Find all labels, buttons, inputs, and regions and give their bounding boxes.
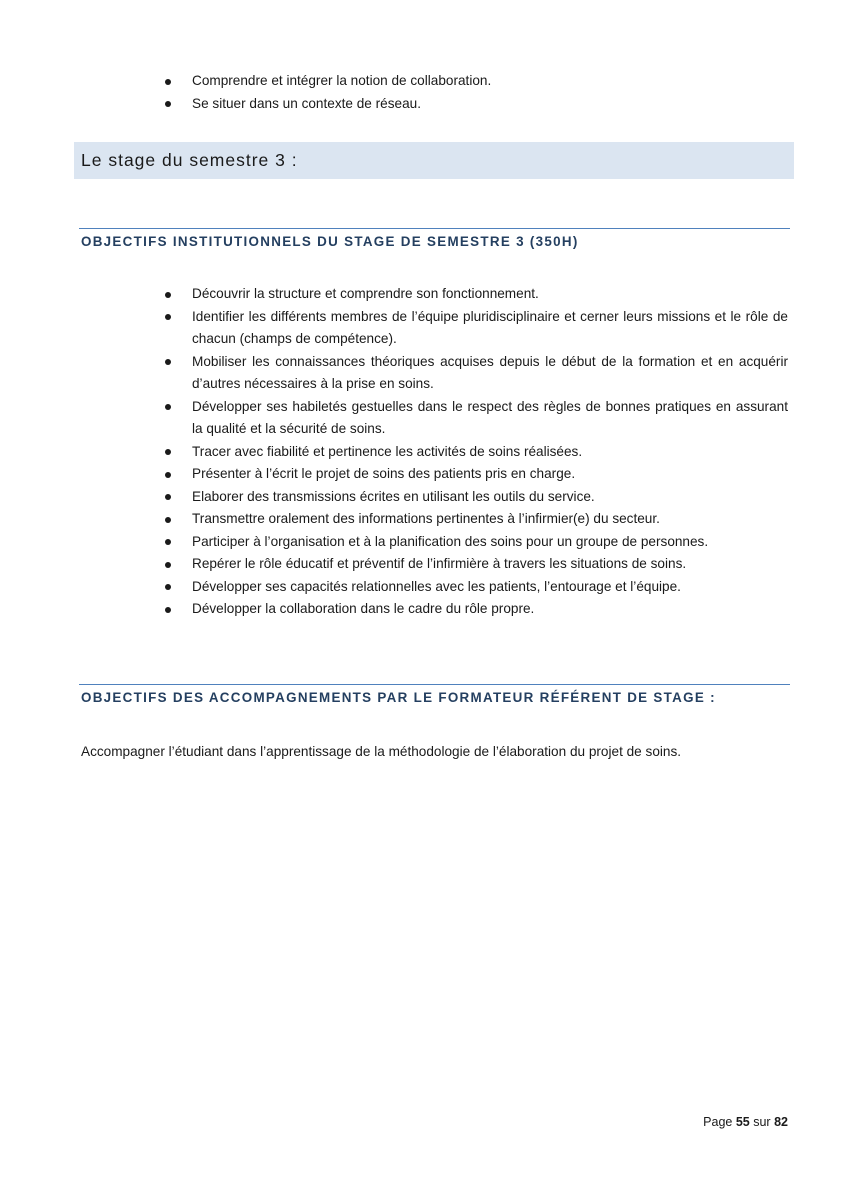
list-item-text: Développer la collaboration dans le cadre du rôle propre. xyxy=(192,601,535,616)
list-item-text: Mobiliser les connaissances théoriques acquises depuis le début de la formation et en acquérir d’autres nécessaires à la prise en soins. xyxy=(192,353,788,391)
list-item-text: Elaborer des transmissions écrites en utilisant les outils du service. xyxy=(192,488,595,504)
list-item xyxy=(192,93,788,116)
list-item xyxy=(192,283,788,306)
bullet-icon xyxy=(165,449,171,455)
heading-rule xyxy=(79,228,790,229)
footer-prefix: Page xyxy=(703,1115,733,1129)
list-item-text: Se situer dans un contexte de réseau. xyxy=(192,95,421,111)
section-heading-institutional: OBJECTIFS INSTITUTIONNELS DU STAGE DE SEMESTRE 3 (350H) xyxy=(81,234,579,249)
list-item xyxy=(192,531,788,554)
objectives-bullet-list xyxy=(192,283,788,621)
list-item-text: Comprendre et intégrer la notion de collaboration. xyxy=(192,73,492,88)
list-item xyxy=(192,598,788,621)
list-item-text: Transmettre oralement des informations pertinentes à l’infirmier(e) du secteur. xyxy=(192,511,660,526)
accompaniment-paragraph: Accompagner l’étudiant dans l’apprentissage de la méthodologie de l’élaboration du projet de soins. xyxy=(81,744,682,759)
intro-bullet-list xyxy=(192,70,788,115)
list-item-text: Repérer le rôle éducatif et préventif de l’infirmière à travers les situations de soins. xyxy=(192,556,687,571)
bullet-icon xyxy=(165,539,171,545)
footer-total-pages: 82 xyxy=(774,1115,788,1129)
footer-middle: sur xyxy=(753,1115,771,1129)
bullet-icon xyxy=(165,584,171,590)
list-item-text: Tracer avec fiabilité et pertinence les activités de soins réalisées. xyxy=(192,443,583,459)
bullet-icon xyxy=(165,359,171,365)
list-item xyxy=(192,463,788,486)
list-item-text: Participer à l’organisation et à la planification des soins pour un groupe de personnes. xyxy=(192,533,709,549)
footer-current-page: 55 xyxy=(735,1115,750,1129)
section-heading-accompaniment: OBJECTIFS DES ACCOMPAGNEMENTS PAR LE FORMATEUR RÉFÉRENT DE STAGE : xyxy=(81,690,716,705)
bullet-icon xyxy=(165,314,171,320)
list-item xyxy=(192,351,788,396)
bullet-icon xyxy=(165,79,171,85)
bullet-icon xyxy=(165,562,171,568)
bullet-icon xyxy=(165,472,171,478)
bullet-icon xyxy=(165,404,171,410)
bullet-icon xyxy=(165,517,171,523)
list-item xyxy=(192,486,788,509)
list-item xyxy=(192,576,788,599)
section-title-band xyxy=(74,142,794,179)
heading-rule xyxy=(79,684,790,685)
list-item-text: Découvrir la structure et comprendre son fonctionnement. xyxy=(192,286,539,301)
list-item xyxy=(192,70,788,93)
list-item xyxy=(192,396,788,441)
list-item xyxy=(192,306,788,351)
page-footer xyxy=(703,1115,788,1129)
list-item xyxy=(192,553,788,576)
list-item-text: Développer ses capacités relationnelles avec les patients, l’entourage et l’équipe. xyxy=(192,578,681,594)
bullet-icon xyxy=(165,292,171,298)
page-section-title: Le stage du semestre 3 : xyxy=(81,150,298,170)
list-item-text: Identifier les différents membres de l’équipe pluridisciplinaire et cerner leurs missions et le rôle de chacun (champs de compétence). xyxy=(192,308,788,346)
bullet-icon xyxy=(165,607,171,613)
list-item xyxy=(192,508,788,531)
bullet-icon xyxy=(165,494,171,500)
list-item-text: Développer ses habiletés gestuelles dans le respect des règles de bonnes pratiques en assurant la qualité et la sécurité de soins. xyxy=(192,398,788,436)
list-item xyxy=(192,441,788,464)
list-item-text: Présenter à l’écrit le projet de soins des patients pris en charge. xyxy=(192,466,576,481)
bullet-icon xyxy=(165,101,171,107)
